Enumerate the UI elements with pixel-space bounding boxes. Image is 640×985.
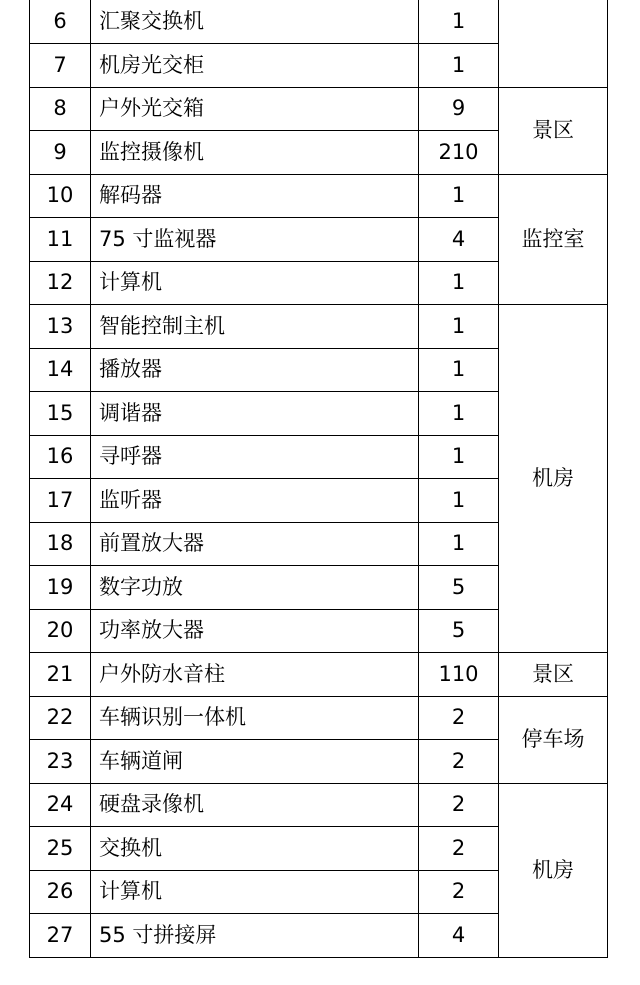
row-number-cell: 23: [30, 740, 91, 784]
row-number-cell: 22: [30, 696, 91, 740]
location-cell: [499, 0, 608, 87]
quantity-cell: 2: [419, 870, 499, 914]
quantity-cell: 1: [419, 392, 499, 436]
equipment-table: [29, 0, 608, 958]
item-name-cell: 户外光交箱: [91, 87, 419, 131]
quantity-cell: 2: [419, 696, 499, 740]
quantity-cell: 1: [419, 522, 499, 566]
table-row: [30, 305, 608, 349]
quantity-cell: 210: [419, 131, 499, 175]
item-name-cell: 55 寸拼接屏: [91, 914, 419, 958]
item-name-cell: 车辆识别一体机: [91, 696, 419, 740]
table-row: [30, 87, 608, 131]
row-number-cell: 19: [30, 566, 91, 610]
item-name-cell: 智能控制主机: [91, 305, 419, 349]
row-number-cell: 16: [30, 435, 91, 479]
equipment-table-body: [30, 0, 608, 957]
row-number-cell: 26: [30, 870, 91, 914]
item-name-cell: 75 寸监视器: [91, 218, 419, 262]
quantity-cell: 5: [419, 566, 499, 610]
quantity-cell: 2: [419, 783, 499, 827]
quantity-cell: 110: [419, 653, 499, 697]
quantity-cell: 1: [419, 479, 499, 523]
location-cell: 景区: [499, 87, 608, 174]
item-name-cell: 车辆道闸: [91, 740, 419, 784]
quantity-cell: 1: [419, 261, 499, 305]
quantity-cell: 1: [419, 348, 499, 392]
item-name-cell: 机房光交柜: [91, 44, 419, 88]
quantity-cell: 2: [419, 827, 499, 871]
item-name-cell: 计算机: [91, 261, 419, 305]
item-name-cell: 解码器: [91, 174, 419, 218]
quantity-cell: 4: [419, 914, 499, 958]
item-name-cell: 寻呼器: [91, 435, 419, 479]
item-name-cell: 监听器: [91, 479, 419, 523]
quantity-cell: 2: [419, 740, 499, 784]
row-number-cell: 9: [30, 131, 91, 175]
row-number-cell: 17: [30, 479, 91, 523]
location-cell: 停车场: [499, 696, 608, 783]
table-row: [30, 174, 608, 218]
location-cell: 机房: [499, 783, 608, 957]
item-name-cell: 前置放大器: [91, 522, 419, 566]
row-number-cell: 7: [30, 44, 91, 88]
row-number-cell: 12: [30, 261, 91, 305]
row-number-cell: 6: [30, 0, 91, 44]
quantity-cell: 1: [419, 305, 499, 349]
row-number-cell: 14: [30, 348, 91, 392]
location-cell: 机房: [499, 305, 608, 653]
item-name-cell: 汇聚交换机: [91, 0, 419, 44]
row-number-cell: 11: [30, 218, 91, 262]
quantity-cell: 1: [419, 0, 499, 44]
quantity-cell: 1: [419, 174, 499, 218]
item-name-cell: 数字功放: [91, 566, 419, 610]
row-number-cell: 24: [30, 783, 91, 827]
quantity-cell: 4: [419, 218, 499, 262]
item-name-cell: 监控摄像机: [91, 131, 419, 175]
row-number-cell: 18: [30, 522, 91, 566]
table-row: [30, 696, 608, 740]
row-number-cell: 8: [30, 87, 91, 131]
quantity-cell: 1: [419, 435, 499, 479]
item-name-cell: 调谐器: [91, 392, 419, 436]
row-number-cell: 13: [30, 305, 91, 349]
item-name-cell: 计算机: [91, 870, 419, 914]
location-cell: 监控室: [499, 174, 608, 305]
quantity-cell: 1: [419, 44, 499, 88]
item-name-cell: 功率放大器: [91, 609, 419, 653]
row-number-cell: 10: [30, 174, 91, 218]
item-name-cell: 硬盘录像机: [91, 783, 419, 827]
table-row: [30, 783, 608, 827]
table-row: [30, 0, 608, 44]
item-name-cell: 交换机: [91, 827, 419, 871]
quantity-cell: 5: [419, 609, 499, 653]
table-row: [30, 653, 608, 697]
row-number-cell: 20: [30, 609, 91, 653]
row-number-cell: 21: [30, 653, 91, 697]
item-name-cell: 播放器: [91, 348, 419, 392]
location-cell: 景区: [499, 653, 608, 697]
item-name-cell: 户外防水音柱: [91, 653, 419, 697]
row-number-cell: 25: [30, 827, 91, 871]
row-number-cell: 15: [30, 392, 91, 436]
quantity-cell: 9: [419, 87, 499, 131]
row-number-cell: 27: [30, 914, 91, 958]
